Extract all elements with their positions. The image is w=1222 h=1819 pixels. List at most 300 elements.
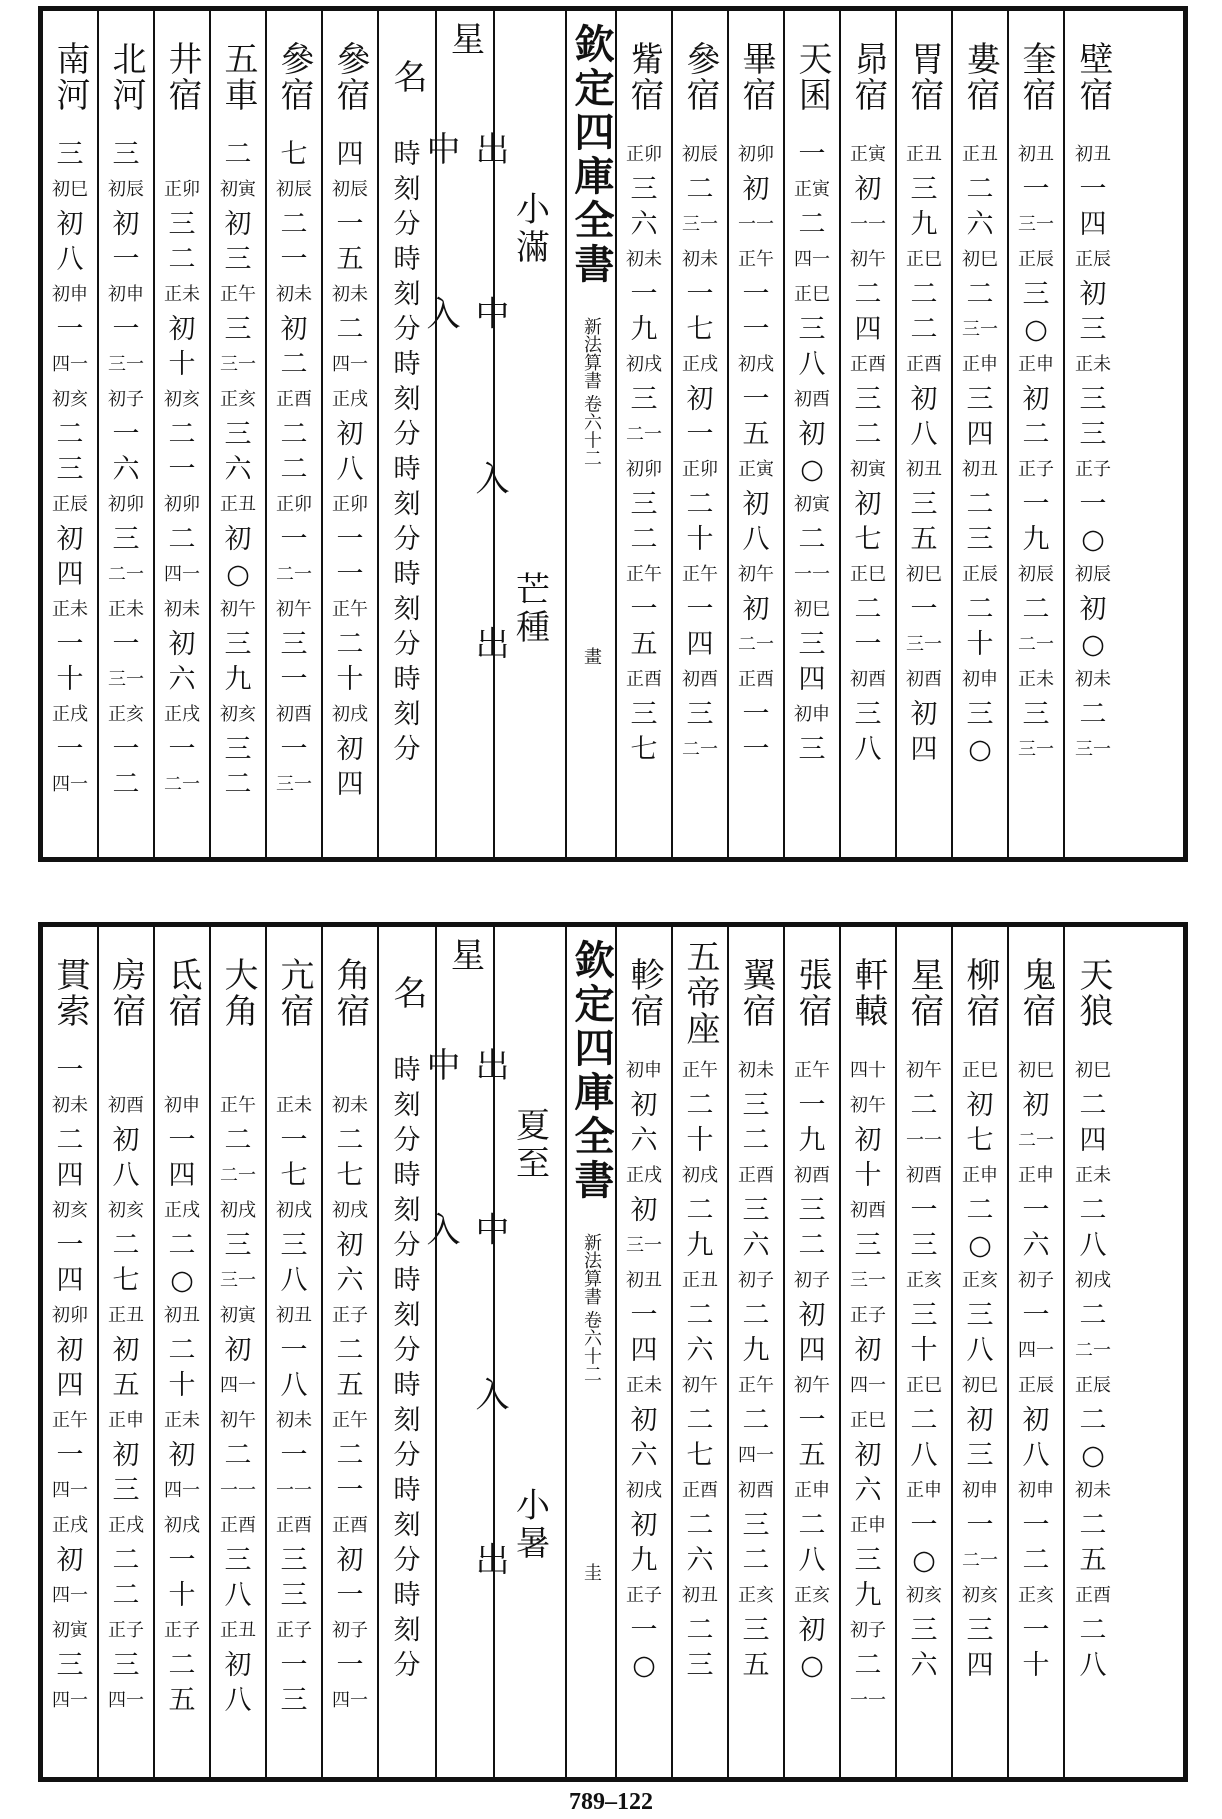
table-cell: 初午	[220, 599, 256, 620]
star-column	[99, 11, 155, 857]
table-cell: 四	[966, 419, 994, 450]
table-cell: 三一	[276, 774, 312, 795]
table-cell: 三	[910, 1230, 938, 1261]
table-cell: 初酉	[850, 669, 886, 690]
star-column	[673, 11, 729, 857]
table-cell: 正寅	[738, 459, 774, 480]
table-cell: 一	[56, 314, 84, 345]
table-cell: 初戌	[332, 704, 368, 725]
table-cell: 三	[966, 699, 994, 730]
table-cell: 二	[1079, 699, 1107, 730]
table-cell: 初	[854, 1125, 882, 1156]
table-cell: 初未	[164, 599, 200, 620]
table-cell: 初未	[1075, 1480, 1111, 1501]
table-cell: 三	[1079, 384, 1107, 415]
star-column	[785, 11, 841, 857]
table-cell: 一	[686, 419, 714, 450]
table-cell: 正卯	[276, 494, 312, 515]
table-cell: 三	[112, 139, 140, 170]
star-name: 觜宿	[624, 41, 664, 113]
star-column	[43, 927, 99, 1777]
table-cell: 正戌	[52, 1515, 88, 1536]
table-cell: 二	[224, 139, 252, 170]
table-cell: 三	[280, 1580, 308, 1611]
star-name: 大角	[218, 957, 258, 1029]
table-cell: 初申	[1018, 1480, 1054, 1501]
table-cell: 二	[168, 1650, 196, 1681]
table-cell: 二	[966, 594, 994, 625]
table-cell: 正亥	[220, 389, 256, 410]
table-cell: 一一	[220, 1480, 256, 1501]
table-cell: 正申	[962, 1165, 998, 1186]
table-cell: 二	[686, 489, 714, 520]
star-column	[1065, 11, 1121, 857]
table-cell: 二	[224, 1125, 252, 1156]
table-cell: 三	[742, 1510, 770, 1541]
solar-term: 小暑	[509, 1487, 550, 1563]
table-cell: 八	[910, 419, 938, 450]
table-cell: 正子	[108, 1620, 144, 1641]
table-cell: 八	[966, 1335, 994, 1366]
lower-page-spread	[38, 922, 1188, 1782]
table-cell: 初	[630, 1195, 658, 1226]
table-cell: 一一	[738, 214, 774, 235]
table-cell: 初酉	[682, 669, 718, 690]
table-cell: 二	[798, 209, 826, 240]
table-cell: 三	[966, 384, 994, 415]
row-label: 刻	[393, 1510, 421, 1541]
star-column	[785, 927, 841, 1777]
table-cell: 六	[630, 1125, 658, 1156]
book-title: 欽定四庫全書	[568, 23, 615, 287]
table-cell: 正午	[626, 564, 662, 585]
star-column	[267, 927, 323, 1777]
table-cell	[155, 137, 209, 172]
table-cell: 二	[336, 314, 364, 345]
table-cell: 四	[854, 314, 882, 345]
table-cell: 二一	[626, 424, 662, 445]
table-cell: 七	[280, 1160, 308, 1191]
table-cell: 三一	[962, 319, 998, 340]
table-cell: 八	[854, 734, 882, 765]
table-cell: 七	[336, 1160, 364, 1191]
table-cell: 二	[686, 1510, 714, 1541]
table-cell: 二一	[1075, 1340, 1111, 1361]
table-cell: 初辰	[1018, 564, 1054, 585]
table-cell: 三	[686, 699, 714, 730]
table-cell: 八	[112, 1160, 140, 1191]
value-cells	[99, 137, 153, 857]
star-column	[729, 11, 785, 857]
table-cell: 一	[686, 279, 714, 310]
table-cell: 初亥	[220, 704, 256, 725]
table-cell: 正巳	[850, 1410, 886, 1431]
table-cell: 三	[966, 524, 994, 555]
table-cell: 正巳	[962, 1060, 998, 1081]
table-cell: 三	[742, 1615, 770, 1646]
table-cell: 九	[224, 664, 252, 695]
table-cell: 二	[1079, 1300, 1107, 1331]
table-cell: 二	[280, 349, 308, 380]
table-cell: 三	[112, 1475, 140, 1506]
table-cell: 二	[336, 1335, 364, 1366]
table-cell: 初	[630, 1405, 658, 1436]
table-cell: 初丑	[1075, 144, 1111, 165]
star-column	[953, 927, 1009, 1777]
table-cell: 二一	[962, 1550, 998, 1571]
table-cell: 一	[910, 1510, 938, 1541]
table-cell: 初寅	[52, 1620, 88, 1641]
table-cell: 一	[112, 244, 140, 275]
table-cell: 初	[854, 489, 882, 520]
table-cell: 二	[966, 1195, 994, 1226]
table-cell: 正午	[738, 1375, 774, 1396]
table-cell: 四	[798, 1335, 826, 1366]
table-cell: 六	[854, 1475, 882, 1506]
row-label: 刻	[393, 1090, 421, 1121]
table-cell: 初申	[794, 704, 830, 725]
period-heading: 出 中 入 出 中 入	[420, 1047, 509, 1636]
star-column	[211, 11, 267, 857]
row-label: 分	[393, 209, 421, 240]
table-cell: 二	[686, 1615, 714, 1646]
table-cell: 正午	[794, 1060, 830, 1081]
table-cell: 二	[686, 1405, 714, 1436]
table-cell: 初酉	[906, 1165, 942, 1186]
table-cell: 四一	[1018, 1340, 1054, 1361]
table-cell: 初辰	[332, 179, 368, 200]
row-label: 時	[393, 1265, 421, 1296]
value-cells	[897, 137, 951, 857]
table-cell: 正酉	[332, 1515, 368, 1536]
table-cell: 四一	[220, 1375, 256, 1396]
table-cell: 三	[224, 1230, 252, 1261]
table-cell: 三	[854, 1545, 882, 1576]
table-cell: 五	[168, 1685, 196, 1716]
table-cell: 初	[1022, 384, 1050, 415]
table-cell: 二	[280, 454, 308, 485]
solar-term-column	[495, 11, 567, 857]
table-cell: 三	[224, 629, 252, 660]
table-cell: 一	[112, 734, 140, 765]
table-cell: 五	[742, 419, 770, 450]
table-cell: 初未	[682, 249, 718, 270]
value-cells	[673, 1053, 727, 1777]
table-cell: 初	[280, 314, 308, 345]
table-cell: 十	[854, 1160, 882, 1191]
table-cell: 一	[280, 1125, 308, 1156]
table-cell: 二一	[1018, 1130, 1054, 1151]
table-cell: 正申	[108, 1410, 144, 1431]
table-cell: 初巳	[962, 249, 998, 270]
table-cell: 三	[112, 1650, 140, 1681]
table-cell: 六	[686, 1335, 714, 1366]
row-label: 時	[393, 664, 421, 695]
star-name: 亢宿	[274, 957, 314, 1029]
table-cell: ○	[800, 1650, 824, 1681]
table-cell: 初子	[332, 1620, 368, 1641]
page-mark: 畫	[581, 646, 602, 665]
table-cell: 二	[56, 1125, 84, 1156]
table-cell: 初	[112, 1125, 140, 1156]
table-cell: 正亥	[794, 1585, 830, 1606]
star-column	[729, 927, 785, 1777]
table-cell: 正酉	[906, 354, 942, 375]
star-column	[323, 11, 379, 857]
table-cell: 初未	[52, 1095, 88, 1116]
table-cell: 一	[1022, 1615, 1050, 1646]
star-name: 翼宿	[736, 957, 776, 1029]
star-column	[1009, 11, 1065, 857]
table-cell: 二	[686, 1195, 714, 1226]
table-cell: 初子	[1018, 1270, 1054, 1291]
star-name: 參宿	[680, 41, 720, 113]
upper-page-spread	[38, 6, 1188, 862]
table-cell: 一	[280, 524, 308, 555]
table-cell: 初丑	[626, 1270, 662, 1291]
table-cell: 一	[910, 1195, 938, 1226]
table-cell: 二	[686, 1090, 714, 1121]
table-cell: 八	[1079, 1230, 1107, 1261]
table-cell: 一	[742, 314, 770, 345]
row-label: 分	[393, 1335, 421, 1366]
value-cells	[1065, 1053, 1121, 1777]
value-cells	[267, 1053, 321, 1777]
table-cell: 四一	[52, 1480, 88, 1501]
table-cell: 初	[910, 384, 938, 415]
table-cell: 五	[742, 1650, 770, 1681]
table-cell: 一	[1022, 1195, 1050, 1226]
table-cell: 三	[966, 1615, 994, 1646]
table-cell: 初卯	[52, 1305, 88, 1326]
table-cell: 初	[112, 1440, 140, 1471]
table-cell: 初戌	[164, 1515, 200, 1536]
row-label: 分	[393, 524, 421, 555]
table-cell: 正午	[220, 1095, 256, 1116]
table-cell: 十	[910, 1335, 938, 1366]
table-cell: 正亥	[108, 704, 144, 725]
table-cell: 初卯	[626, 459, 662, 480]
table-cell: 初酉	[794, 1165, 830, 1186]
table-cell: 三	[280, 1545, 308, 1576]
table-cell: 二	[854, 1650, 882, 1681]
row-label: 分	[393, 1125, 421, 1156]
table-cell: 二	[798, 524, 826, 555]
table-cell: 二一	[220, 1165, 256, 1186]
book-spine	[567, 11, 617, 857]
table-cell: 一	[630, 1300, 658, 1331]
table-cell: 一	[798, 1090, 826, 1121]
table-cell: 三	[854, 1230, 882, 1261]
table-cell: 二	[1022, 419, 1050, 450]
table-cell: 三	[224, 1545, 252, 1576]
table-cell: 二	[112, 1545, 140, 1576]
table-cell: 正酉	[738, 669, 774, 690]
table-cell: 一	[742, 699, 770, 730]
table-cell: 初巳	[1018, 1060, 1054, 1081]
table-cell: 一	[1022, 174, 1050, 205]
period-header-column	[420, 11, 509, 857]
table-cell: 初寅	[850, 459, 886, 480]
table-cell: 九	[630, 314, 658, 345]
table-cell: 初	[224, 1335, 252, 1366]
table-cell: 三	[280, 1685, 308, 1716]
star-name: 角宿	[330, 957, 370, 1029]
table-cell: 一	[1022, 489, 1050, 520]
value-cells	[267, 137, 321, 857]
table-cell: 一	[280, 1650, 308, 1681]
table-cell: 二	[854, 419, 882, 450]
star-name: 婁宿	[960, 41, 1000, 113]
star-name: 天囷	[792, 41, 832, 113]
table-cell: 正巳	[906, 1375, 942, 1396]
table-cell: 二	[966, 279, 994, 310]
table-cell: 正辰	[1018, 1375, 1054, 1396]
table-cell: 三	[686, 1650, 714, 1681]
table-cell: 二一	[276, 564, 312, 585]
table-cell: 三一	[682, 214, 718, 235]
table-cell: 一	[112, 629, 140, 660]
table-cell: 初申	[52, 284, 88, 305]
table-cell: 六	[224, 454, 252, 485]
table-cell: 二	[686, 174, 714, 205]
value-cells	[617, 1053, 671, 1777]
row-label: 時	[393, 349, 421, 380]
table-cell: 六	[630, 209, 658, 240]
table-cell: 二	[56, 419, 84, 450]
table-cell: 四一	[52, 354, 88, 375]
table-cell: 三	[56, 139, 84, 170]
star-column	[841, 927, 897, 1777]
table-cell: 正巳	[794, 284, 830, 305]
value-cells	[617, 137, 671, 857]
table-cell: ○	[1081, 629, 1105, 660]
value-cells	[953, 1053, 1007, 1777]
table-cell: 初辰	[276, 179, 312, 200]
table-cell: 正卯	[626, 144, 662, 165]
table-cell: 七	[966, 1125, 994, 1156]
table-cell: 正未	[1075, 1165, 1111, 1186]
table-cell: 初巳	[906, 564, 942, 585]
table-cell: 初午	[850, 1095, 886, 1116]
table-cell: 正戌	[164, 1200, 200, 1221]
table-cell: 初辰	[1075, 564, 1111, 585]
table-cell: ○	[912, 1545, 936, 1576]
table-cell: 初	[336, 419, 364, 450]
table-cell: 初酉	[738, 1480, 774, 1501]
table-cell: 二	[910, 1090, 938, 1121]
table-cell	[267, 1053, 321, 1088]
table-cell: 六	[336, 1265, 364, 1296]
table-cell: 二	[168, 244, 196, 275]
star-name: 畢宿	[736, 41, 776, 113]
value-cells	[897, 1053, 951, 1777]
table-cell: 四一	[332, 354, 368, 375]
table-cell: 二	[798, 1510, 826, 1541]
table-cell: 四	[910, 734, 938, 765]
table-cell: 初子	[738, 1270, 774, 1291]
table-cell: 十	[336, 664, 364, 695]
table-cell: 四一	[850, 1375, 886, 1396]
value-cells	[99, 1053, 153, 1777]
table-cell: 正辰	[1075, 249, 1111, 270]
table-cell: 二一	[1018, 634, 1054, 655]
value-cells	[155, 137, 209, 857]
table-cell: 初未	[332, 1095, 368, 1116]
table-cell: 二	[1079, 1090, 1107, 1121]
table-cell: 七	[630, 734, 658, 765]
table-cell: 一	[1022, 1510, 1050, 1541]
table-cell: 初未	[332, 284, 368, 305]
table-cell: 四一	[52, 774, 88, 795]
star-column	[617, 927, 673, 1777]
star-column	[211, 927, 267, 1777]
table-cell: 初未	[738, 1060, 774, 1081]
table-cell: 三一	[850, 1270, 886, 1291]
star-column	[1065, 927, 1121, 1777]
star-column	[841, 11, 897, 857]
table-cell: 九	[686, 1230, 714, 1261]
value-cells	[323, 137, 377, 857]
table-cell: 二	[742, 1300, 770, 1331]
table-cell: 正寅	[850, 144, 886, 165]
table-cell: 五	[336, 1370, 364, 1401]
table-cell: 四	[56, 1160, 84, 1191]
star-name: 天狼	[1073, 957, 1113, 1029]
table-cell: 三	[798, 1195, 826, 1226]
table-cell: 九	[742, 1335, 770, 1366]
table-cell: 正子	[164, 1620, 200, 1641]
table-cell: 十	[686, 1125, 714, 1156]
value-cells	[785, 137, 839, 857]
table-cell: 一	[56, 1055, 84, 1086]
table-cell: 初	[798, 1615, 826, 1646]
table-cell: 二一	[738, 634, 774, 655]
table-cell: ○	[800, 454, 824, 485]
table-cell: 初	[168, 314, 196, 345]
book-subtitle: 新法算書 卷六十二	[581, 1233, 602, 1383]
star-column	[267, 11, 323, 857]
table-cell: 正午	[52, 1410, 88, 1431]
table-cell: 八	[798, 349, 826, 380]
table-cell: 二	[1022, 1545, 1050, 1576]
table-cell: 一	[630, 594, 658, 625]
table-cell: 一	[168, 1545, 196, 1576]
row-label: 分	[393, 734, 421, 765]
table-cell: 二	[1022, 594, 1050, 625]
star-column	[99, 927, 155, 1777]
table-cell: 二	[686, 1300, 714, 1331]
row-label: 時	[393, 1580, 421, 1611]
table-cell: 正子	[1018, 459, 1054, 480]
table-cell: 五	[1079, 1545, 1107, 1576]
table-cell: 正亥	[962, 1270, 998, 1291]
table-cell: ○	[632, 1650, 656, 1681]
table-cell: 七	[112, 1265, 140, 1296]
table-cell: 正未	[164, 1410, 200, 1431]
table-cell: 一	[336, 524, 364, 555]
table-cell: 初寅	[220, 1305, 256, 1326]
table-cell: 初戌	[1075, 1270, 1111, 1291]
table-cell: 四	[336, 139, 364, 170]
table-cell: 四一	[52, 1585, 88, 1606]
table-cell: ○	[1024, 314, 1048, 345]
row-label: 刻	[393, 1615, 421, 1646]
table-cell: 一	[112, 314, 140, 345]
table-cell: 一	[56, 734, 84, 765]
star-name: 軫宿	[624, 957, 664, 1029]
table-cell: 六	[742, 1230, 770, 1261]
